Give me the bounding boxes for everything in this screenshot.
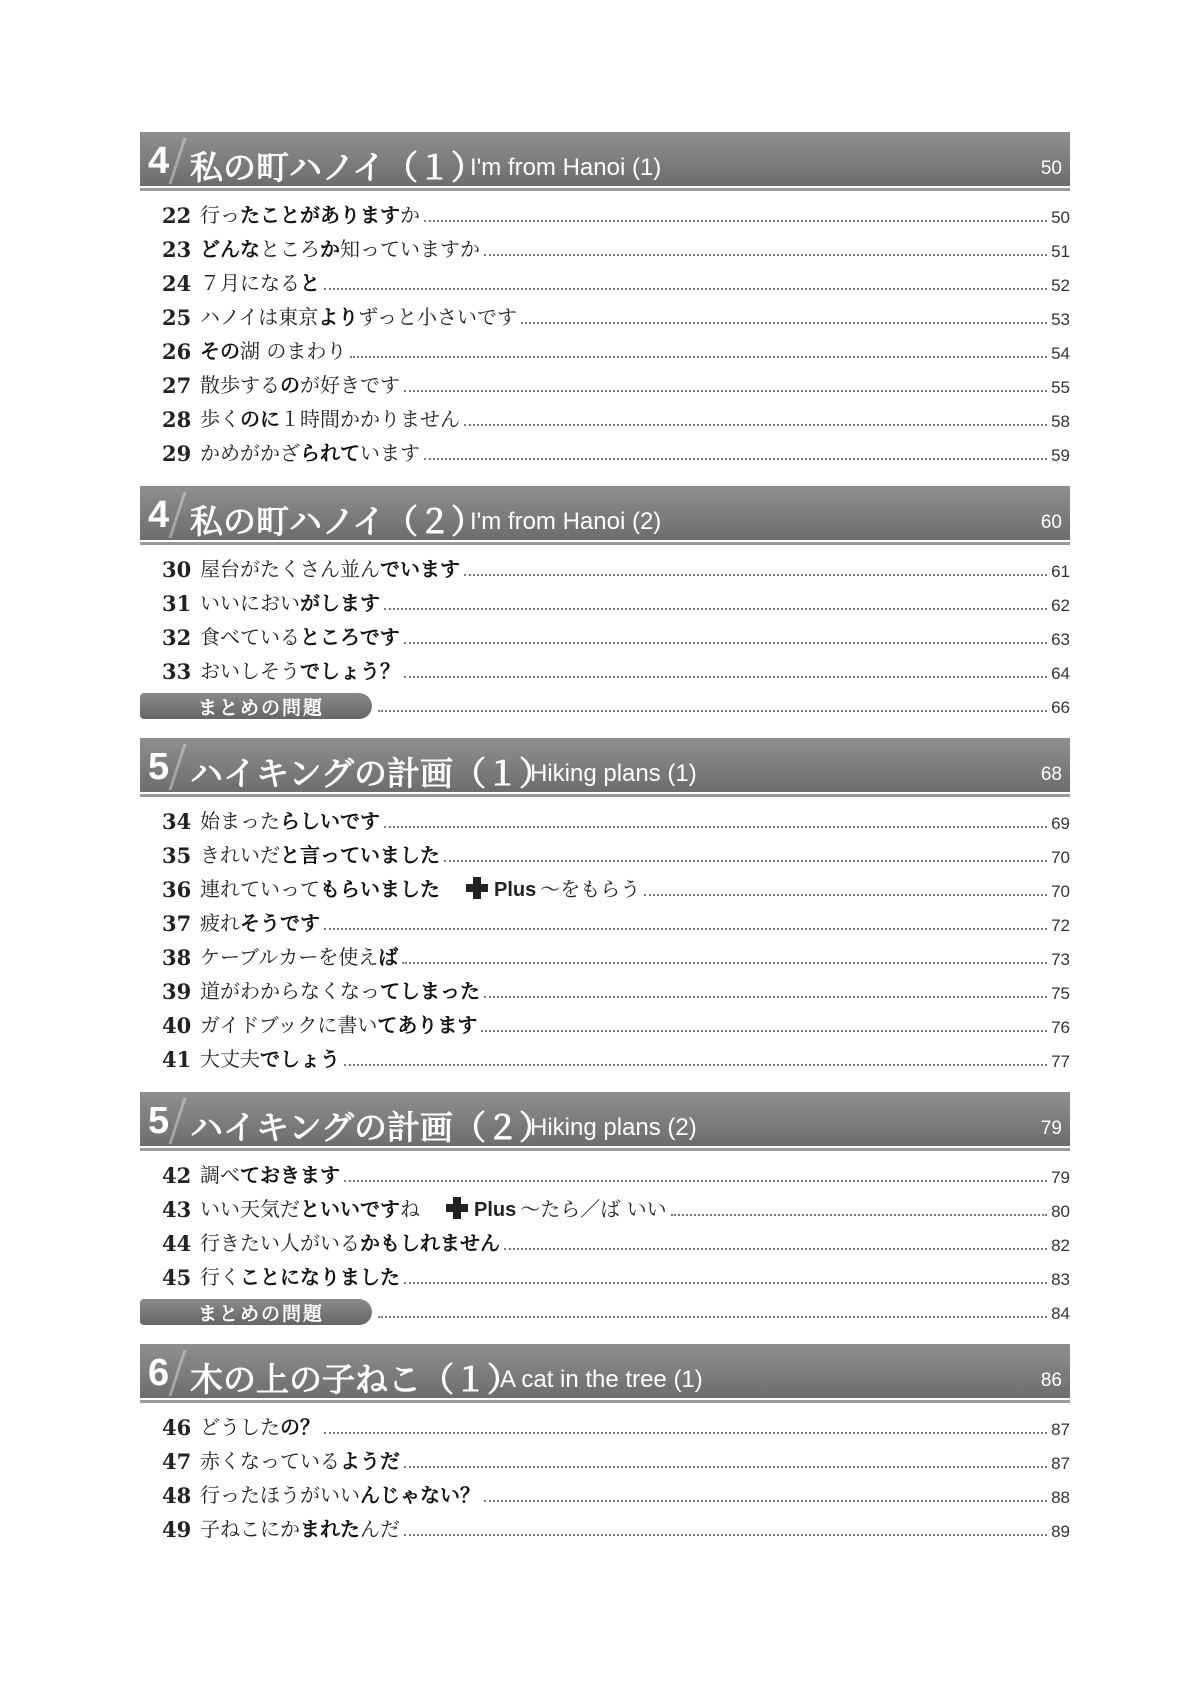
lesson-page-number: 59 (1051, 446, 1070, 465)
plus-text: 〜たら／ば いい (520, 1197, 667, 1221)
lesson-title: 食べているところです (200, 625, 400, 649)
lesson-grammar-point: のに (240, 407, 280, 431)
lesson-number: 41 (162, 1047, 192, 1072)
plus-note (446, 1193, 667, 1226)
lesson-page-number: 62 (1051, 596, 1070, 615)
leader-dots (378, 710, 1047, 712)
lesson-number: 36 (162, 877, 192, 902)
unit-title-en: I'm from Hanoi (2) (470, 508, 662, 535)
lesson-grammar-point: ことになりました (240, 1265, 400, 1289)
lesson-title: 行くことになりました (200, 1265, 400, 1289)
lesson-grammar-point: と (280, 843, 300, 867)
lesson-number: 34 (162, 809, 192, 834)
lesson-list (140, 192, 1070, 476)
lesson-page-number: 80 (1051, 1202, 1070, 1221)
lesson-number: 33 (162, 659, 192, 684)
plus-text: 〜をもらう (540, 877, 641, 901)
plus-icon (446, 1197, 468, 1219)
unit-page-number: 79 (1040, 1118, 1062, 1139)
lesson-list (140, 1404, 1070, 1552)
leader-dots (424, 220, 1047, 222)
section-gap (140, 1082, 1070, 1092)
unit-title-jp: ハイキングの計画（２） (190, 1108, 553, 1147)
toc-entry[interactable] (162, 1042, 1070, 1076)
leader-dots (404, 1282, 1047, 1284)
lesson-grammar-point: と (300, 271, 320, 295)
leader-dots (464, 424, 1047, 426)
lesson-number: 30 (162, 557, 192, 582)
lesson-page-number: 88 (1051, 1488, 1070, 1507)
leader-dots (344, 1180, 1047, 1182)
lesson-grammar-point: ておきます (240, 1163, 340, 1187)
leader-dots (404, 1466, 1047, 1468)
lesson-grammar-point: の？ (280, 1415, 320, 1439)
lesson-page-number: 72 (1051, 916, 1070, 935)
lesson-title: いい天気だといいですね (200, 1197, 420, 1221)
lesson-number: 23 (162, 237, 192, 262)
toc-entry[interactable] (162, 620, 1070, 654)
section-gap (140, 1552, 1070, 1562)
lesson-title: 散歩するのが好きです (200, 373, 400, 397)
toc-entry[interactable] (162, 334, 1070, 368)
lesson-page-number: 89 (1051, 1522, 1070, 1541)
unit-number: 5 (148, 1100, 170, 1142)
unit-header (140, 1344, 1070, 1404)
unit-title-en: Hiking plans (2) (530, 1114, 697, 1141)
lesson-grammar-point: どんな (200, 237, 260, 261)
lesson-grammar-point: られて (300, 441, 360, 465)
lesson-grammar-point: といいです (300, 1197, 400, 1221)
lesson-grammar-point: もらいました (320, 877, 440, 901)
leader-dots (384, 608, 1047, 610)
lesson-list (140, 1152, 1070, 1334)
leader-dots (344, 1064, 1047, 1066)
leader-dots (484, 996, 1047, 998)
lesson-number: 24 (162, 271, 192, 296)
review-entry[interactable] (140, 688, 1070, 722)
lesson-grammar-point: んじゃない？ (360, 1483, 480, 1507)
lesson-page-number: 53 (1051, 310, 1070, 329)
leader-dots (404, 390, 1047, 392)
lesson-grammar-point: の (280, 373, 300, 397)
lesson-number: 32 (162, 625, 192, 650)
lesson-grammar-point: てしまった (380, 979, 480, 1003)
toc-entry[interactable] (162, 198, 1070, 232)
toc-entry[interactable] (162, 552, 1070, 586)
unit-title-jp: 木の上の子ねこ（１） (190, 1360, 520, 1399)
lesson-title: きれいだと言っていました (200, 843, 440, 867)
unit-header (140, 486, 1070, 546)
lesson-number: 45 (162, 1265, 192, 1290)
plus-label: Plus (474, 1199, 517, 1221)
leader-dots (324, 928, 1047, 930)
toc-entry[interactable] (162, 266, 1070, 300)
lesson-title: 行ったほうがいいんじゃない？ (200, 1483, 480, 1507)
lesson-number: 43 (162, 1197, 192, 1222)
leader-dots (504, 1248, 1047, 1250)
toc-entry[interactable] (162, 654, 1070, 688)
leader-dots (402, 962, 1047, 964)
lesson-grammar-point: まれた (300, 1517, 360, 1541)
toc-entry[interactable] (162, 1478, 1070, 1512)
lesson-page-number: 50 (1051, 208, 1070, 227)
lesson-page-number: 77 (1051, 1052, 1070, 1071)
lesson-title: どうしたの？ (200, 1415, 320, 1439)
lesson-page-number: 69 (1051, 814, 1070, 833)
lesson-title: 行きたい人がいるかもしれません (200, 1231, 500, 1255)
unit-title-jp: 私の町ハノイ（２） (190, 502, 485, 541)
toc-entry[interactable] (162, 402, 1070, 436)
lesson-number: 31 (162, 591, 192, 616)
lesson-number: 28 (162, 407, 192, 432)
unit-number: 4 (148, 494, 170, 536)
toc-entry[interactable] (162, 1008, 1070, 1042)
lesson-title: 連れていってもらいました (200, 877, 440, 901)
unit-page-number: 60 (1040, 512, 1062, 533)
lesson-number: 47 (162, 1449, 192, 1474)
lesson-page-number: 61 (1051, 562, 1070, 581)
review-label: まとめの問題 (140, 693, 372, 719)
lesson-list (140, 798, 1070, 1082)
unit-number: 5 (148, 746, 170, 788)
lesson-page-number: 70 (1051, 882, 1070, 901)
lesson-number: 25 (162, 305, 192, 330)
lesson-title: 子ねこにかまれたんだ (200, 1517, 400, 1541)
lesson-grammar-point: ば (378, 945, 399, 969)
lesson-page-number: 63 (1051, 630, 1070, 649)
lesson-grammar-point: かもしれません (360, 1231, 500, 1255)
lesson-grammar-point: でしょう (260, 1047, 340, 1071)
lesson-title: おいしそうでしょう？ (200, 659, 400, 683)
lesson-number: 39 (162, 979, 192, 1004)
lesson-grammar-point: ところです (300, 625, 400, 649)
lesson-title: どんなところか知っていますか (200, 237, 480, 261)
lesson-title: かめがかざられています (200, 441, 420, 465)
review-entry[interactable] (140, 1294, 1070, 1328)
unit-title-en: Hiking plans (1) (530, 760, 697, 787)
table-of-contents (140, 132, 1070, 1562)
lesson-number: 29 (162, 441, 192, 466)
lesson-title: 屋台がたくさん並んでいます (200, 557, 460, 581)
lesson-title: 大丈夫でしょう (200, 1047, 340, 1071)
lesson-page-number: 51 (1051, 242, 1070, 261)
toc-entry[interactable] (162, 1260, 1070, 1294)
lesson-title: いいにおいがします (200, 591, 380, 615)
toc-entry[interactable] (162, 1226, 1070, 1260)
unit-page-number: 86 (1040, 1370, 1062, 1391)
lesson-title: その湖 のまわり (200, 339, 347, 363)
lesson-list (140, 546, 1070, 728)
toc-entry[interactable] (162, 872, 1070, 906)
unit-page-number: 68 (1040, 764, 1062, 785)
lesson-number: 46 (162, 1415, 192, 1440)
review-page-number: 66 (1051, 698, 1070, 717)
toc-entry[interactable] (162, 838, 1070, 872)
lesson-number: 37 (162, 911, 192, 936)
section-gap (140, 728, 1070, 738)
toc-entry[interactable] (162, 940, 1070, 974)
leader-dots (671, 1214, 1047, 1216)
lesson-grammar-point: か (320, 237, 340, 261)
section-gap (140, 1334, 1070, 1344)
leader-dots (350, 356, 1047, 358)
lesson-number: 26 (162, 339, 192, 364)
lesson-page-number: 55 (1051, 378, 1070, 397)
leader-dots (464, 574, 1047, 576)
unit-title-jp: 私の町ハノイ（１） (190, 148, 485, 187)
lesson-grammar-point: そうです (240, 911, 320, 935)
lesson-grammar-point: らしいです (280, 809, 380, 833)
lesson-title: ケーブルカーを使えば (200, 945, 399, 969)
lesson-title: ハノイは東京よりずっと小さいです (200, 305, 518, 329)
lesson-page-number: 52 (1051, 276, 1070, 295)
lesson-title: 道がわからなくなってしまった (200, 979, 480, 1003)
lesson-page-number: 76 (1051, 1018, 1070, 1037)
unit-page-number: 50 (1040, 158, 1062, 179)
lesson-page-number: 83 (1051, 1270, 1070, 1289)
lesson-grammar-point: その (200, 339, 240, 363)
lesson-title: 疲れそうです (200, 911, 320, 935)
lesson-page-number: 82 (1051, 1236, 1070, 1255)
toc-entry[interactable] (162, 232, 1070, 266)
leader-dots (481, 1030, 1047, 1032)
toc-entry[interactable] (162, 1410, 1070, 1444)
toc-entry[interactable] (162, 804, 1070, 838)
leader-dots (404, 642, 1047, 644)
lesson-title: ７月になると (200, 271, 320, 295)
leader-dots (484, 1500, 1047, 1502)
leader-dots (484, 254, 1047, 256)
section-gap (140, 476, 1070, 486)
toc-entry[interactable] (162, 1444, 1070, 1478)
lesson-number: 44 (162, 1231, 192, 1256)
lesson-number: 27 (162, 373, 192, 398)
lesson-page-number: 54 (1051, 344, 1070, 363)
leader-dots (424, 458, 1047, 460)
leader-dots (324, 1432, 1047, 1434)
lesson-grammar-point: ようだ (340, 1449, 400, 1473)
toc-entry[interactable] (162, 1512, 1070, 1546)
lesson-page-number: 70 (1051, 848, 1070, 867)
lesson-page-number: 75 (1051, 984, 1070, 1003)
leader-dots (404, 676, 1047, 678)
leader-dots (404, 1534, 1047, 1536)
toc-entry[interactable] (162, 1158, 1070, 1192)
unit-header (140, 738, 1070, 798)
leader-dots (378, 1316, 1047, 1318)
toc-entry[interactable] (162, 368, 1070, 402)
review-page-number: 84 (1051, 1304, 1070, 1323)
lesson-title: 行ったことがありますか (200, 203, 420, 227)
review-label: まとめの問題 (140, 1299, 372, 1325)
unit-title-jp: ハイキングの計画（１） (190, 754, 553, 793)
toc-entry[interactable] (162, 586, 1070, 620)
unit-header (140, 132, 1070, 192)
leader-dots (324, 288, 1047, 290)
lesson-title: 調べておきます (200, 1163, 340, 1187)
plus-label: Plus (494, 879, 537, 901)
toc-entry[interactable] (162, 906, 1070, 940)
leader-dots (444, 860, 1047, 862)
lesson-page-number: 73 (1051, 950, 1070, 969)
lesson-page-number: 87 (1051, 1420, 1070, 1439)
lesson-grammar-point: 言っていました (300, 843, 440, 867)
lesson-title: 赤くなっているようだ (200, 1449, 400, 1473)
lesson-page-number: 64 (1051, 664, 1070, 683)
plus-icon (466, 877, 488, 899)
lesson-number: 49 (162, 1517, 192, 1542)
lesson-grammar-point: てあります (377, 1013, 478, 1037)
lesson-grammar-point: たことがあります (240, 203, 400, 227)
lesson-grammar-point: がします (300, 591, 380, 615)
lesson-title: 歩くのに１時間かかりません (200, 407, 460, 431)
lesson-page-number: 87 (1051, 1454, 1070, 1473)
plus-note (466, 873, 640, 906)
leader-dots (521, 322, 1047, 324)
lesson-grammar-point: より (318, 305, 359, 329)
unit-title-en: A cat in the tree (1) (500, 1366, 703, 1393)
toc-entry[interactable] (162, 1192, 1070, 1226)
unit-number: 4 (148, 140, 170, 182)
lesson-number: 35 (162, 843, 192, 868)
unit-header (140, 1092, 1070, 1152)
lesson-number: 40 (162, 1013, 192, 1038)
lesson-number: 42 (162, 1163, 192, 1188)
leader-dots (384, 826, 1047, 828)
lesson-grammar-point: でいます (380, 557, 460, 581)
leader-dots (644, 894, 1047, 896)
unit-title-en: I'm from Hanoi (1) (470, 154, 662, 181)
lesson-number: 22 (162, 203, 192, 228)
toc-entry[interactable] (162, 436, 1070, 470)
lesson-number: 38 (162, 945, 192, 970)
toc-entry[interactable] (162, 300, 1070, 334)
lesson-grammar-point: でしょう？ (300, 659, 400, 683)
lesson-page-number: 79 (1051, 1168, 1070, 1187)
lesson-page-number: 58 (1051, 412, 1070, 431)
toc-entry[interactable] (162, 974, 1070, 1008)
lesson-title: 始まったらしいです (200, 809, 380, 833)
lesson-title: ガイドブックに書いてあります (200, 1013, 478, 1037)
lesson-number: 48 (162, 1483, 192, 1508)
unit-number: 6 (148, 1352, 170, 1394)
